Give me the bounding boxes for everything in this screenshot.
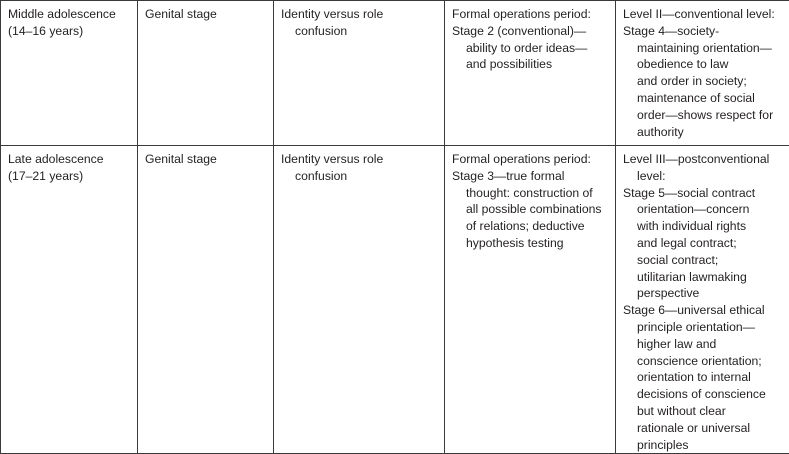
cognitive-line: Formal operations period: xyxy=(452,6,611,23)
moral-line: level: xyxy=(623,168,785,185)
moral-line: Stage 6—universal ethical xyxy=(623,302,785,319)
moral-line: and order in society; xyxy=(623,73,785,90)
psychosexual-cell xyxy=(138,1,274,146)
moral-line: maintaining orientation— xyxy=(623,40,785,57)
cognitive-cell xyxy=(445,146,616,454)
moral-line: authority xyxy=(623,124,785,141)
period-age: (14–16 years) xyxy=(8,23,133,40)
moral-line: principle orientation— xyxy=(623,319,785,336)
cognitive-line: hypothesis testing xyxy=(452,235,611,252)
cognitive-line: of relations; deductive xyxy=(452,218,611,235)
psychosocial-line: confusion xyxy=(281,23,440,40)
psychosocial-cell xyxy=(274,1,445,146)
moral-line: orientation to internal xyxy=(623,369,785,386)
psychosexual-cell xyxy=(138,146,274,454)
table-row xyxy=(1,1,789,146)
moral-line: higher law and xyxy=(623,336,785,353)
moral-cell xyxy=(616,146,789,454)
moral-line: utilitarian lawmaking xyxy=(623,269,785,286)
cognitive-line: Stage 3—true formal xyxy=(452,168,611,185)
moral-line: but without clear xyxy=(623,403,785,420)
moral-line: maintenance of social xyxy=(623,90,785,107)
moral-line: Stage 4—society- xyxy=(623,23,785,40)
moral-line: social contract; xyxy=(623,252,785,269)
psychosexual-stage: Genital stage xyxy=(145,151,269,168)
psychosocial-line: confusion xyxy=(281,168,440,185)
cognitive-line: Stage 2 (conventional)— xyxy=(452,23,611,40)
cognitive-line: all possible combinations xyxy=(452,201,611,218)
moral-line: decisions of conscience xyxy=(623,386,785,403)
cognitive-line: thought: construction of xyxy=(452,185,611,202)
psychosocial-cell xyxy=(274,146,445,454)
moral-line: with individual rights xyxy=(623,218,785,235)
moral-line: conscience orientation; xyxy=(623,353,785,370)
psychosocial-line: Identity versus role xyxy=(281,6,440,23)
period-cell xyxy=(1,146,138,454)
moral-line: obedience to law xyxy=(623,56,785,73)
moral-line: Level II—conventional level: xyxy=(623,6,785,23)
cognitive-line: ability to order ideas— xyxy=(452,40,611,57)
moral-line: Stage 5—social contract xyxy=(623,185,785,202)
table-row xyxy=(1,146,789,454)
psychosocial-line: Identity versus role xyxy=(281,151,440,168)
moral-line: orientation—concern xyxy=(623,201,785,218)
moral-line: principles xyxy=(623,437,785,454)
period-name: Late adolescence xyxy=(8,151,133,168)
moral-line: perspective xyxy=(623,285,785,302)
cognitive-cell xyxy=(445,1,616,146)
cognitive-line: and possibilities xyxy=(452,56,611,73)
cognitive-line: Formal operations period: xyxy=(452,151,611,168)
period-cell xyxy=(1,1,138,146)
moral-line: order—shows respect for xyxy=(623,107,785,124)
period-name: Middle adolescence xyxy=(8,6,133,23)
moral-cell xyxy=(616,1,789,146)
psychosexual-stage: Genital stage xyxy=(145,6,269,23)
moral-line: Level III—postconventional xyxy=(623,151,785,168)
period-age: (17–21 years) xyxy=(8,168,133,185)
moral-line: rationale or universal xyxy=(623,420,785,437)
moral-line: and legal contract; xyxy=(623,235,785,252)
